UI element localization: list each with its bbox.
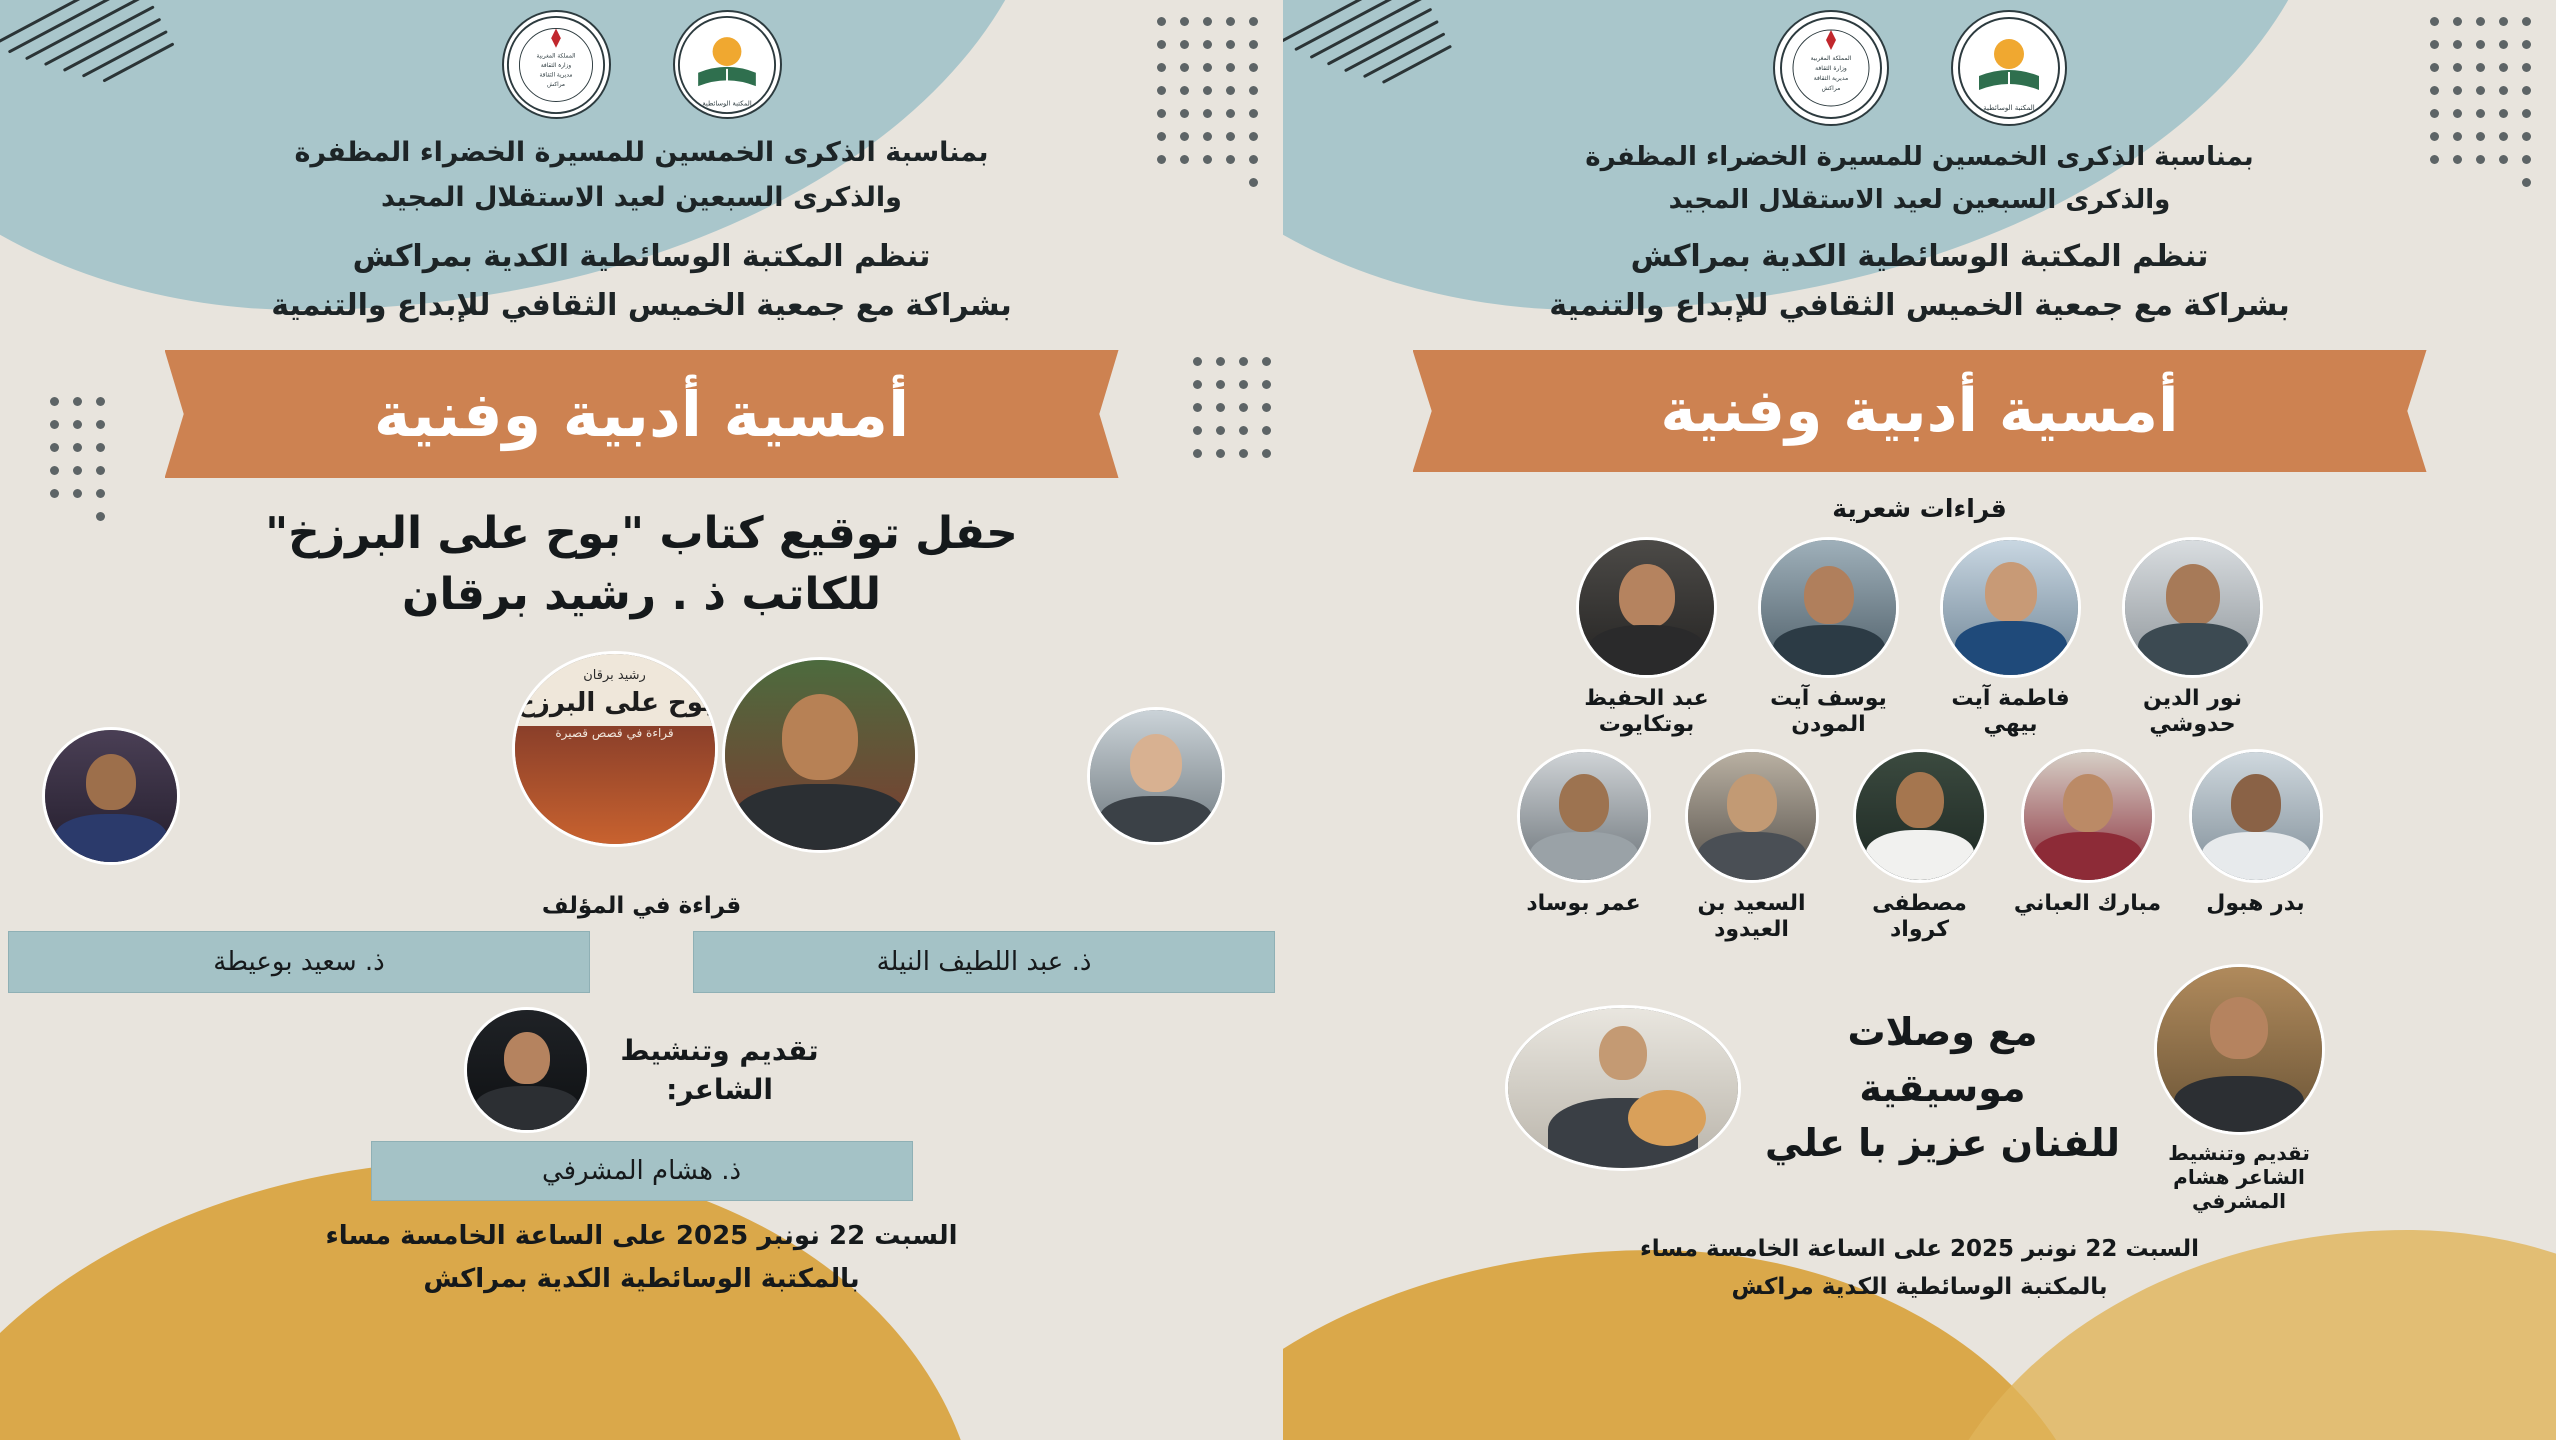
- music-line-3: للفنان عزيز با علي: [1765, 1120, 2120, 1165]
- poet-photo: [1576, 537, 1717, 678]
- poet-name: مصطفى كرواد: [1872, 890, 1967, 943]
- music-line-1: مع وصلات: [1847, 1010, 2038, 1055]
- presenter-section: [0, 1007, 1283, 1133]
- logo-row: [1283, 0, 2556, 126]
- book-cover-image: رشيد برقان بوح على البرزخ قراءة في قصص قصيرة: [512, 651, 718, 847]
- svg-text:مراكش: مراكش: [547, 81, 565, 88]
- presenter-bar: [371, 1141, 913, 1201]
- right-footer-line-1: السبت 22 نونبر 2025 على الساعة الخامسة مساء: [1639, 1235, 2200, 1262]
- left-header-line-1: بمناسبة الذكرى الخمسين للمسيرة الخضراء المظفرة: [294, 137, 989, 168]
- presenter-caption: تقديم وتنشيط الشاعر هشام المشرفي: [2168, 1140, 2310, 1213]
- right-organizer-line-1: تنظم المكتبة الوسائطية الكدية بمراكش: [1630, 239, 2209, 274]
- poet-name: عبد الحفيظ بوتكايوت: [1584, 686, 1709, 738]
- poet-card: [1931, 537, 2091, 739]
- left-header-line-2: والذكرى السبعين لعيد الاستقلال المجيد: [381, 181, 902, 213]
- library-book-sun-logo: [1951, 10, 2067, 126]
- right-footer-line-2: بالمكتبة الوسائطية الكدية مراكش: [1731, 1274, 2108, 1301]
- logo-row: [0, 0, 1283, 119]
- poet-card: [1676, 749, 1828, 944]
- reader-bars: [8, 931, 1275, 993]
- ministry-of-culture-emblem: [502, 10, 611, 119]
- svg-text:مديرية الثقافة: مديرية الثقافة: [1813, 75, 1848, 82]
- poet-card: [2012, 749, 2164, 917]
- poet-name: نور الدين حدوشي: [2143, 686, 2242, 738]
- poet-card: [2180, 749, 2332, 917]
- right-header-line-2: والذكرى السبعين لعيد الاستقلال المجيد: [1668, 185, 2171, 215]
- presenter-card: [2144, 964, 2334, 1213]
- speaker-photo-abdellatif-nila: [42, 727, 180, 865]
- poet-name: عمر بوساد: [1526, 890, 1641, 916]
- reader-bar-abdellatif-nila: [693, 931, 1275, 993]
- poet-photo: [1940, 537, 2081, 678]
- reader-name: ذ. سعيد بوعيطة: [213, 946, 385, 977]
- presenter-label: [620, 1031, 818, 1109]
- poet-card: [2113, 537, 2273, 739]
- left-book-title-line-1: حفل توقيع كتاب "بوح على البرزخ": [265, 508, 1018, 559]
- poet-card: [1567, 537, 1727, 739]
- ministry-of-culture-emblem: [1773, 10, 1889, 126]
- right-header-line-1: بمناسبة الذكرى الخمسين للمسيرة الخضراء المظفرة: [1585, 142, 2254, 172]
- left-banner-text: أمسية أدبية وفنية: [373, 377, 910, 451]
- poet-card: [1844, 749, 1996, 944]
- poet-photo: [2122, 537, 2263, 678]
- author-photo: [722, 657, 918, 853]
- svg-text:المملكة المغربية: المملكة المغربية: [1810, 55, 1851, 62]
- presenter-label-line-1: تقديم وتنشيط: [620, 1033, 819, 1067]
- presenter-bar-wrap: [0, 1141, 1283, 1201]
- left-book-title-line-2: للكاتب ذ . رشيد برقان: [402, 569, 882, 621]
- reader-bar-said-bouayta: [8, 931, 590, 993]
- poet-photo: [1758, 537, 1899, 678]
- poet-card: [1508, 749, 1660, 917]
- poet-name: مبارك العباني: [2013, 890, 2162, 916]
- svg-text:المكتبة الوسائطية: المكتبة الوسائطية: [1982, 104, 2035, 112]
- reader-name: ذ. عبد اللطيف النيلة: [876, 946, 1092, 977]
- poet-photo: [2021, 749, 2155, 883]
- left-organizer-line-1: تنظم المكتبة الوسائطية الكدية بمراكش: [352, 239, 931, 274]
- presenter-label-line-2: الشاعر:: [666, 1072, 773, 1106]
- svg-text:المملكة المغربية: المملكة المغربية: [536, 52, 576, 59]
- presenter-name: ذ. هشام المشرفي: [541, 1155, 742, 1186]
- left-footer-line-2: بالمكتبة الوسائطية الكدية بمراكش: [423, 1263, 860, 1294]
- poet-name: السعيد بن العيدود: [1697, 890, 1806, 943]
- right-organizer-line-2: بشراكة مع جمعية الخميس الثقافي للإبداع والتنمية: [1549, 288, 2290, 323]
- presenter-photo: [464, 1007, 590, 1133]
- music-text: [1765, 1005, 2120, 1170]
- library-book-sun-logo: [673, 10, 782, 119]
- svg-text:المكتبة الوسائطية: المكتبة الوسائطية: [702, 98, 752, 107]
- left-organizer-line-2: بشراكة مع جمعية الخميس الثقافي للإبداع والتنمية: [271, 288, 1012, 323]
- left-banner-title: [212, 350, 1072, 478]
- music-section: [1283, 964, 2556, 1213]
- right-section-label: قراءات شعرية: [1832, 494, 2007, 523]
- presenter-photo: [2154, 964, 2325, 1135]
- poet-photo: [1685, 749, 1819, 883]
- music-line-2: موسيقية: [1859, 1065, 2026, 1110]
- poets-row-2: [1283, 749, 2556, 944]
- svg-text:وزارة الثقافة: وزارة الثقافة: [1814, 65, 1847, 72]
- right-banner-title: [1460, 350, 2380, 472]
- svg-text:مديرية الثقافة: مديرية الثقافة: [539, 72, 573, 79]
- poet-photo: [1853, 749, 1987, 883]
- poet-name: فاطمة آيت بيهي: [1951, 686, 2070, 738]
- right-banner-text: أمسية أدبية وفنية: [1660, 376, 2179, 446]
- musician-photo: [1505, 1005, 1741, 1171]
- poet-photo: [2189, 749, 2323, 883]
- poet-name: يوسف آيت المودن: [1770, 686, 1887, 738]
- left-photo-cluster: [0, 639, 1283, 889]
- poets-row-1: [1283, 537, 2556, 739]
- poet-photo: [1517, 749, 1651, 883]
- poet-name: بدر هبول: [2206, 890, 2305, 916]
- poster-right: [1283, 0, 2560, 1440]
- left-footer-line-1: السبت 22 نونبر 2025 على الساعة الخامسة مساء: [325, 1220, 958, 1251]
- speaker-photo-said-bouayta: [1087, 707, 1225, 845]
- poet-card: [1749, 537, 1909, 739]
- svg-text:وزارة الثقافة: وزارة الثقافة: [540, 62, 572, 69]
- svg-text:مراكش: مراكش: [1821, 85, 1840, 92]
- reading-label: قراءة في المؤلف: [541, 892, 742, 919]
